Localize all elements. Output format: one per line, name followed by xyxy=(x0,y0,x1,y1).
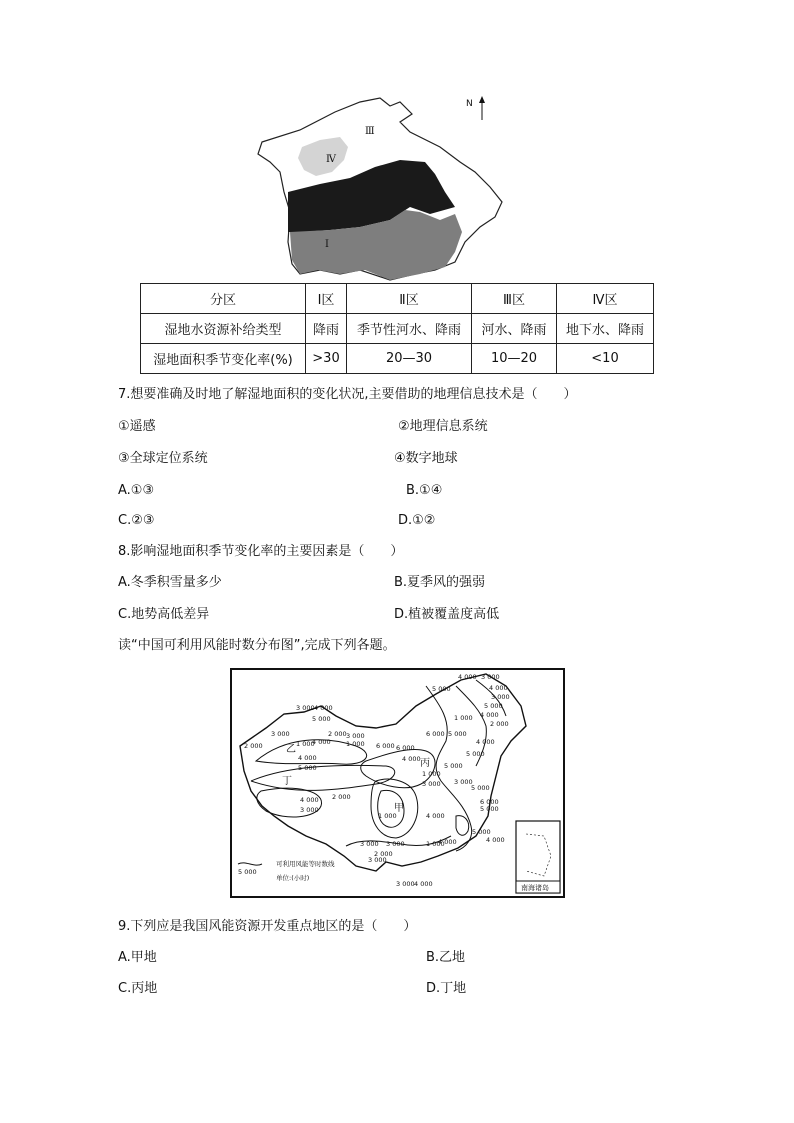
contour-label: 4 000 xyxy=(414,880,433,888)
legend-text: 可利用风能等时数线 xyxy=(276,860,335,868)
q8-option-c[interactable]: C.地势高低差异 xyxy=(118,607,210,622)
q7-item-4: ④数字地球 xyxy=(394,451,458,466)
contour-label: 5 000 xyxy=(484,702,503,710)
contour-label: 4 000 xyxy=(298,754,317,762)
contour-label: 5 000 xyxy=(471,784,490,792)
contour-label: 3 000 xyxy=(368,856,387,864)
contour-label: 3 000 xyxy=(491,693,510,701)
contour-label: 4 000 xyxy=(476,738,495,746)
q8-stem: 8.影响湿地面积季节变化率的主要因素是（ ） xyxy=(118,544,404,559)
contour-label: 3 000 xyxy=(346,732,365,740)
north-label: N xyxy=(466,99,473,109)
contour-label: 4 000 xyxy=(480,711,499,719)
q8-option-b[interactable]: B.夏季风的强弱 xyxy=(394,575,486,590)
contour-label: 5 000 xyxy=(432,685,451,693)
table-cell: 降雨 xyxy=(306,314,347,344)
contour-label: 4 000 xyxy=(458,673,477,681)
place-label-yi: 乙 xyxy=(286,744,296,755)
contour-label: 3 000 xyxy=(360,840,379,848)
table-cell: Ⅳ区 xyxy=(557,284,654,314)
contour-label: 1 000 xyxy=(378,812,397,820)
contour-label: 1 000 xyxy=(346,740,365,748)
q7-option-a[interactable]: A.①③ xyxy=(118,483,155,498)
table-cell: 分区 xyxy=(141,284,306,314)
q7-stem: 7.想要准确及时地了解湿地面积的变化状况,主要借助的地理信息技术是（ ） xyxy=(118,387,577,402)
contour-label: 2 000 xyxy=(244,742,263,750)
contour-label: 1 000 xyxy=(296,740,315,748)
q9-stem: 9.下列应是我国风能资源开发重点地区的是（ ） xyxy=(118,919,417,934)
contour-label: 3 000 xyxy=(422,780,441,788)
wetland-zone-map xyxy=(240,92,550,282)
q8-option-d[interactable]: D.植被覆盖度高低 xyxy=(394,607,500,622)
place-label-ding: 丁 xyxy=(282,776,292,787)
table-cell: Ⅰ区 xyxy=(306,284,347,314)
table-row xyxy=(141,344,654,374)
table-cell: 湿地面积季节变化率(%) xyxy=(141,344,306,374)
table-cell: Ⅱ区 xyxy=(347,284,472,314)
contour-label: 1 000 xyxy=(426,840,445,848)
q9-option-a[interactable]: A.甲地 xyxy=(118,950,157,965)
q9-option-d[interactable]: D.丁地 xyxy=(426,981,467,996)
table-cell: 地下水、降雨 xyxy=(557,314,654,344)
contour-label: 5 000 xyxy=(298,764,317,772)
unit-text: 单位:(小时) xyxy=(276,874,310,882)
place-label-bing: 丙 xyxy=(420,758,430,769)
table-cell: 河水、降雨 xyxy=(472,314,557,344)
legend-line-label: 5 000 xyxy=(238,868,257,876)
contour-label: 3 000 xyxy=(454,778,473,786)
map-intro: 读“中国可利用风能时数分布图”,完成下列各题。 xyxy=(118,638,396,653)
contour-label: 6 000 xyxy=(396,744,415,752)
q7-option-b[interactable]: B.①④ xyxy=(406,483,443,498)
contour-label: 3 000 xyxy=(396,880,415,888)
q7-item-3: ③全球定位系统 xyxy=(118,451,208,466)
contour-label: 4 000 xyxy=(489,684,508,692)
contour-label: 4 000 xyxy=(402,755,421,763)
zone-label-IV: Ⅳ xyxy=(326,154,336,165)
wetland-zone-table xyxy=(140,283,654,374)
q9-option-c[interactable]: C.丙地 xyxy=(118,981,158,996)
contour-label: 6 000 xyxy=(480,798,499,806)
table-cell: >30 xyxy=(306,344,347,374)
contour-label: 4 000 xyxy=(438,838,457,846)
contour-label: 3 000 xyxy=(481,673,500,681)
contour-label: 5 000 xyxy=(466,750,485,758)
contour-label: 6 000 xyxy=(376,742,395,750)
q7-item-1: ①遥感 xyxy=(118,419,156,434)
contour-label: 3 000 xyxy=(271,730,290,738)
table-cell: 10—20 xyxy=(472,344,557,374)
place-label-jia: 甲 xyxy=(394,803,404,814)
contour-label: 2 000 xyxy=(490,720,509,728)
contour-label: 3 000 xyxy=(300,806,319,814)
q7-item-2: ②地理信息系统 xyxy=(398,419,488,434)
contour-label: 4 000 xyxy=(314,704,333,712)
table-cell: 20—30 xyxy=(347,344,472,374)
q7-option-d[interactable]: D.①② xyxy=(398,513,436,528)
contour-label: 2 000 xyxy=(328,730,347,738)
table-cell: 湿地水资源补给类型 xyxy=(141,314,306,344)
contour-label: 4 000 xyxy=(300,796,319,804)
contour-label: 5 000 xyxy=(480,805,499,813)
q7-option-c[interactable]: C.②③ xyxy=(118,513,155,528)
table-cell: <10 xyxy=(557,344,654,374)
contour-label: 3 000 xyxy=(296,704,315,712)
contour-label: 4 000 xyxy=(426,812,445,820)
contour-label: 6 000 xyxy=(426,730,445,738)
contour-label: 2 000 xyxy=(332,793,351,801)
contour-label: 5 000 xyxy=(472,828,491,836)
table-row xyxy=(141,284,654,314)
table-cell: Ⅲ区 xyxy=(472,284,557,314)
table-cell: 季节性河水、降雨 xyxy=(347,314,472,344)
q8-option-a[interactable]: A.冬季积雪量多少 xyxy=(118,575,222,590)
contour-label: 1 000 xyxy=(454,714,473,722)
contour-label: 5 000 xyxy=(312,715,331,723)
inset-label: 南海诸岛 xyxy=(521,884,549,892)
china-wind-energy-map xyxy=(226,666,570,902)
contour-label: 3 000 xyxy=(386,840,405,848)
contour-label: 5 000 xyxy=(444,762,463,770)
q9-option-b[interactable]: B.乙地 xyxy=(426,950,466,965)
contour-label: 2 000 xyxy=(374,850,393,858)
contour-label: 4 000 xyxy=(312,738,331,746)
contour-label: 5 000 xyxy=(448,730,467,738)
contour-label: 4 000 xyxy=(486,836,505,844)
contour-label: 1 000 xyxy=(422,770,441,778)
table-row xyxy=(141,314,654,344)
zone-label-I: Ⅰ xyxy=(325,239,329,250)
zone-label-III: Ⅲ xyxy=(365,126,375,137)
